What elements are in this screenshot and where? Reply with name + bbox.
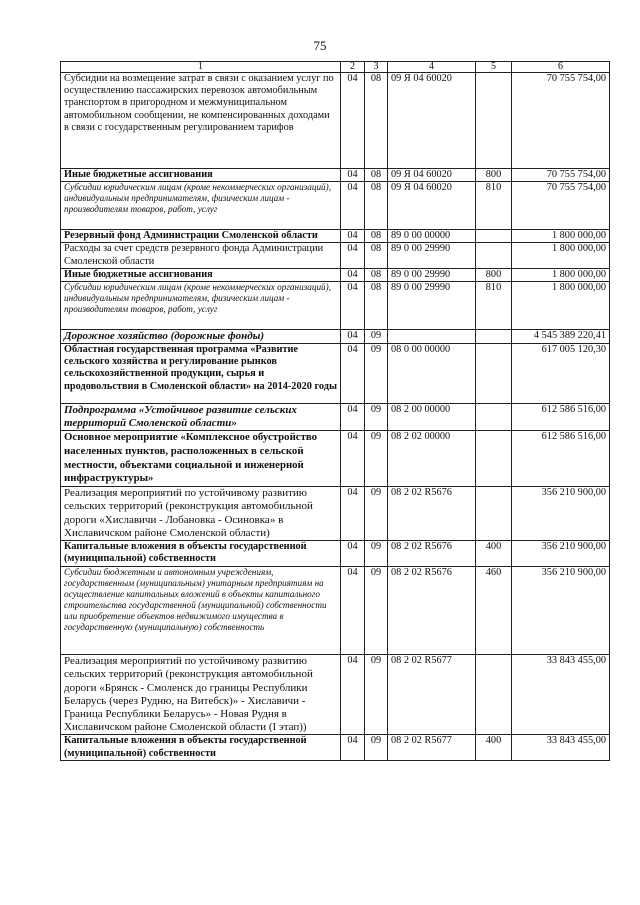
row-subsection-cell: 09 [365,735,388,760]
row-name-cell: Резервный фонд Администрации Смоленской области [61,230,341,243]
row-expense-type-cell: 400 [476,541,512,567]
row-amount-cell: 70 755 754,00 [512,73,610,169]
row-name-cell: Дорожное хозяйство (дорожные фонды) [61,330,341,344]
row-target-article-cell: 08 2 00 00000 [388,404,476,431]
row-section-cell: 04 [341,73,365,169]
row-name-cell: Областная государственная программа «Развитие сельского хозяйства и регулирование рынков сельскохозяйственной продукции, сырья и продовольствия в Смоленской области» на 2014-2020 годы [61,344,341,404]
row-amount-cell: 70 755 754,00 [512,169,610,182]
column-header-6: 6 [512,62,610,73]
row-subsection-cell: 08 [365,282,388,330]
row-name-cell: Субсидии на возмещение затрат в связи с оказанием услуг по осуществлению пассажирских перевозок автомобильным транспортом в пригородном и межмуниципальном автомобильном сообщении, не компенсированных доходами в связи с государственным регулированием тарифов [61,73,341,169]
budget-table-body [61,62,610,761]
row-amount-cell: 612 586 516,00 [512,404,610,431]
row-section-cell: 04 [341,344,365,404]
column-header-5: 5 [476,62,512,73]
column-header-4: 4 [388,62,476,73]
row-section-cell: 04 [341,567,365,655]
row-target-article-cell: 09 Я 04 60020 [388,73,476,169]
row-section-cell: 04 [341,735,365,760]
table-row [61,169,610,182]
row-target-article-cell: 08 2 02 R5676 [388,487,476,541]
table-row [61,404,610,431]
row-target-article-cell: 08 2 02 R5677 [388,735,476,760]
row-name-cell: Реализация мероприятий по устойчивому развитию сельских территорий (реконструкция автомобильной дороги «Брянск - Смоленск до границы Республики Беларусь (через Рудню, на Витебск)» - Хиславичи - Граница Республики Беларусь» - Новая Рудня в Хиславичском районе Смоленской области (I этап)) [61,655,341,735]
row-expense-type-cell [476,431,512,487]
row-name-cell: Капитальные вложения в объекты государственной (муниципальной) собственности [61,735,341,760]
row-subsection-cell: 09 [365,655,388,735]
row-section-cell: 04 [341,182,365,230]
row-section-cell: 04 [341,655,365,735]
page-number: 75 [313,38,327,53]
row-amount-cell: 612 586 516,00 [512,431,610,487]
row-expense-type-cell [476,487,512,541]
row-expense-type-cell [476,243,512,268]
row-name-cell: Иные бюджетные ассигнования [61,268,341,281]
row-amount-cell: 1 800 000,00 [512,230,610,243]
row-target-article-cell: 08 2 02 R5676 [388,541,476,567]
table-row [61,73,610,169]
row-amount-cell: 356 210 900,00 [512,567,610,655]
row-amount-cell: 33 843 455,00 [512,655,610,735]
row-section-cell: 04 [341,282,365,330]
row-amount-cell: 617 005 120,30 [512,344,610,404]
row-name-cell: Реализация мероприятий по устойчивому развитию сельских территорий (реконструкция автомобильной дороги «Хиславичи - Лобановка - Осиновка» в Хиславичском районе Смоленской области) [61,487,341,541]
table-row [61,330,610,344]
row-subsection-cell: 09 [365,567,388,655]
row-subsection-cell: 09 [365,541,388,567]
row-name-cell: Капитальные вложения в объекты государственной (муниципальной) собственности [61,541,341,567]
row-amount-cell: 4 545 389 220,41 [512,330,610,344]
row-section-cell: 04 [341,330,365,344]
table-row [61,655,610,735]
row-section-cell: 04 [341,404,365,431]
row-target-article-cell [388,330,476,344]
row-name-cell: Субсидии бюджетным и автономным учреждениям, государственным (муниципальным) унитарным предприятиям на осуществление капитальных вложений в объекты капитального строительства государственной (муниципальной) собственности или приобретение объектов недвижимого имущества в государственную (муниципальную) собственность [61,567,341,655]
row-amount-cell: 1 800 000,00 [512,282,610,330]
row-amount-cell: 1 800 000,00 [512,243,610,268]
table-row [61,243,610,268]
row-section-cell: 04 [341,230,365,243]
row-amount-cell: 1 800 000,00 [512,268,610,281]
row-expense-type-cell: 810 [476,182,512,230]
row-target-article-cell: 08 2 02 R5677 [388,655,476,735]
row-subsection-cell: 09 [365,431,388,487]
row-name-cell: Основное мероприятие «Комплексное обустройство населенных пунктов, расположенных в сельской местности, объектами социальной и инженерной инфраструктуры» [61,431,341,487]
row-target-article-cell: 09 Я 04 60020 [388,182,476,230]
row-section-cell: 04 [341,431,365,487]
column-header-1: 1 [61,62,341,73]
row-target-article-cell: 89 0 00 29990 [388,282,476,330]
row-expense-type-cell [476,230,512,243]
table-row [61,431,610,487]
row-expense-type-cell: 800 [476,169,512,182]
row-subsection-cell: 09 [365,487,388,541]
table-row [61,230,610,243]
row-subsection-cell: 09 [365,344,388,404]
row-section-cell: 04 [341,169,365,182]
row-name-cell: Подпрограмма «Устойчивое развитие сельских территорий Смоленской области» [61,404,341,431]
row-expense-type-cell: 800 [476,268,512,281]
table-row [61,735,610,760]
column-header-3: 3 [365,62,388,73]
row-subsection-cell: 08 [365,268,388,281]
row-section-cell: 04 [341,541,365,567]
row-expense-type-cell [476,404,512,431]
row-target-article-cell: 89 0 00 00000 [388,230,476,243]
row-target-article-cell: 08 2 02 00000 [388,431,476,487]
row-target-article-cell: 08 2 02 R5676 [388,567,476,655]
row-amount-cell: 33 843 455,00 [512,735,610,760]
row-subsection-cell: 09 [365,404,388,431]
row-subsection-cell: 09 [365,330,388,344]
row-expense-type-cell [476,655,512,735]
row-name-cell: Субсидии юридическим лицам (кроме некоммерческих организаций), индивидуальным предпринимателям, физическим лицам - производителям товаров, работ, услуг [61,282,341,330]
row-section-cell: 04 [341,268,365,281]
column-header-2: 2 [341,62,365,73]
row-amount-cell: 356 210 900,00 [512,487,610,541]
row-expense-type-cell [476,330,512,344]
row-target-article-cell: 08 0 00 00000 [388,344,476,404]
row-amount-cell: 70 755 754,00 [512,182,610,230]
table-header-row [61,62,610,73]
table-row [61,487,610,541]
row-subsection-cell: 08 [365,182,388,230]
row-expense-type-cell [476,73,512,169]
table-row [61,344,610,404]
row-target-article-cell: 89 0 00 29990 [388,268,476,281]
table-row [61,282,610,330]
row-section-cell: 04 [341,243,365,268]
row-amount-cell: 356 210 900,00 [512,541,610,567]
row-name-cell: Расходы за счет средств резервного фонда Администрации Смоленской области [61,243,341,268]
table-row [61,541,610,567]
table-row [61,268,610,281]
row-subsection-cell: 08 [365,169,388,182]
row-subsection-cell: 08 [365,230,388,243]
budget-table [60,61,610,761]
table-row [61,567,610,655]
row-name-cell: Иные бюджетные ассигнования [61,169,341,182]
row-expense-type-cell: 400 [476,735,512,760]
row-subsection-cell: 08 [365,73,388,169]
row-name-cell: Субсидии юридическим лицам (кроме некоммерческих организаций), индивидуальным предпринимателям, физическим лицам - производителям товаров, работ, услуг [61,182,341,230]
row-target-article-cell: 09 Я 04 60020 [388,169,476,182]
row-expense-type-cell: 460 [476,567,512,655]
row-expense-type-cell: 810 [476,282,512,330]
row-section-cell: 04 [341,487,365,541]
row-target-article-cell: 89 0 00 29990 [388,243,476,268]
table-row [61,182,610,230]
row-expense-type-cell [476,344,512,404]
row-subsection-cell: 08 [365,243,388,268]
